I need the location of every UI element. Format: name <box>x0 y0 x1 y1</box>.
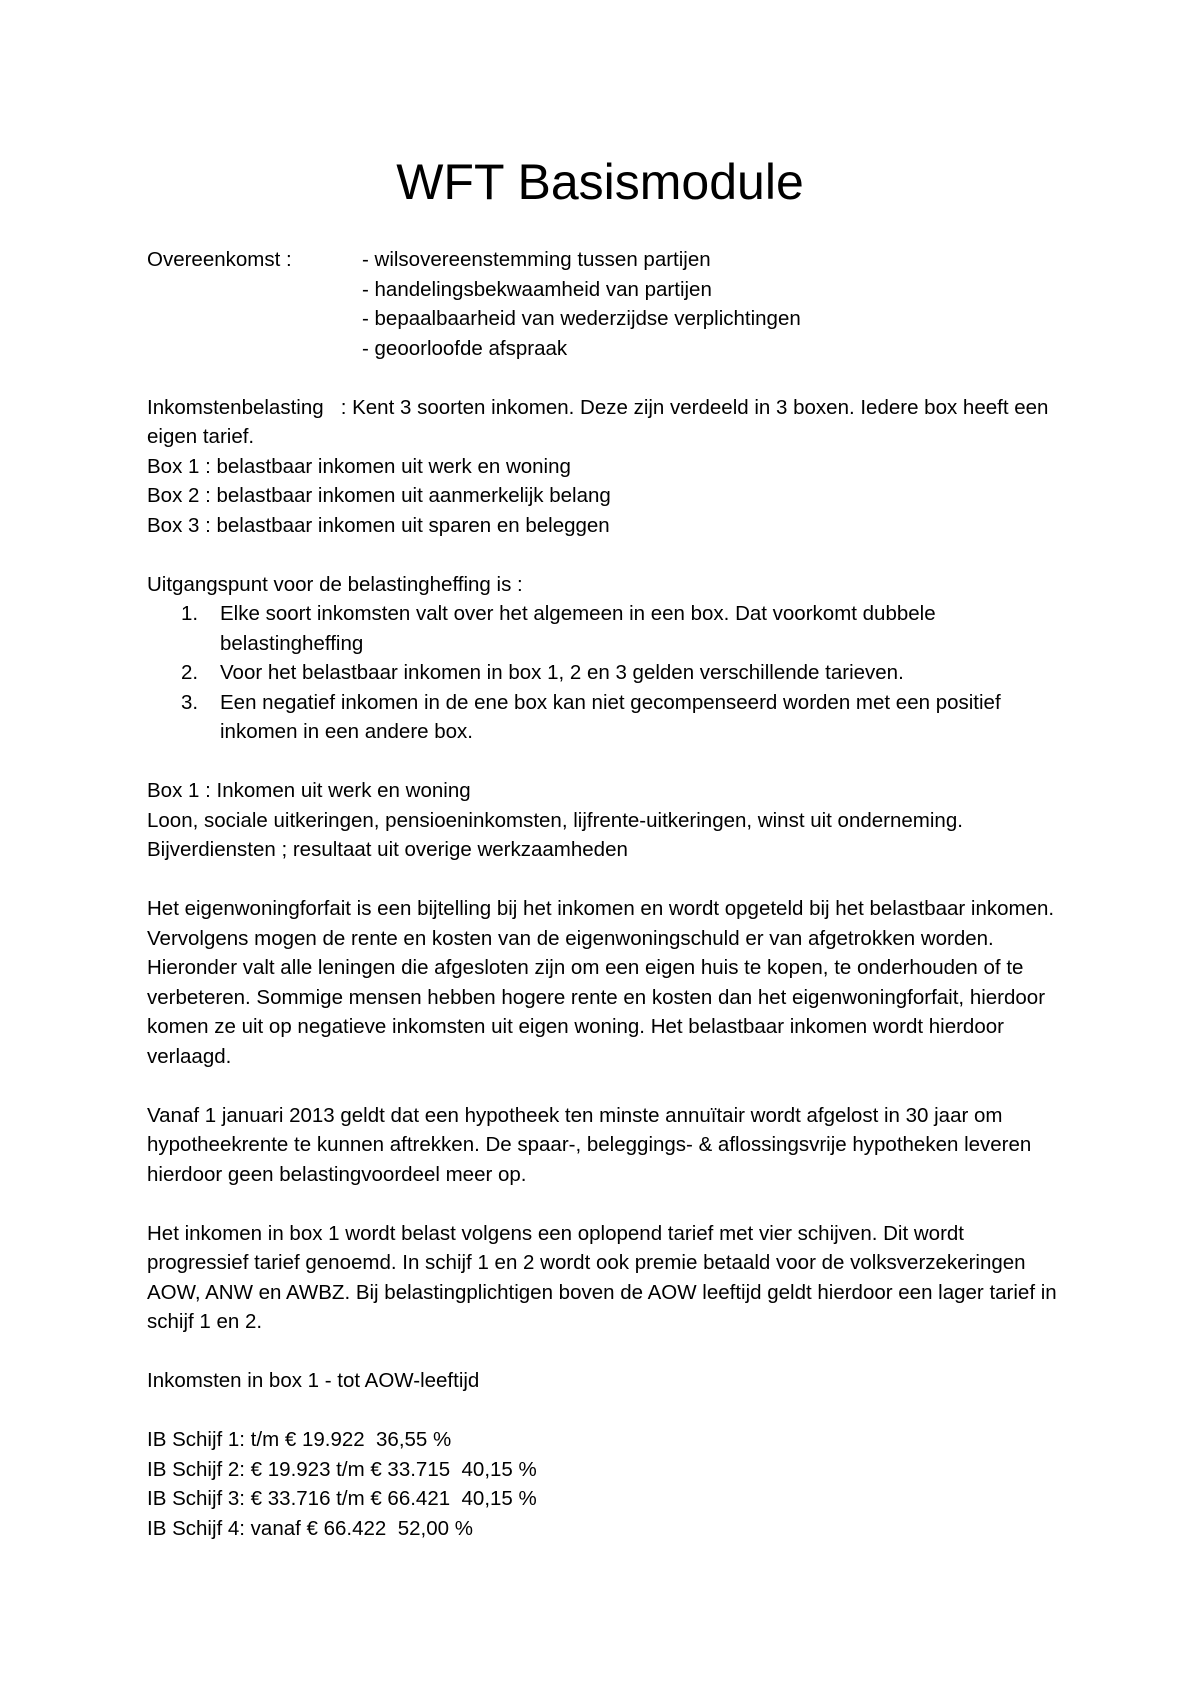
uitgangspunt-list <box>147 599 1067 747</box>
schijf-row: IB Schijf 4: vanaf € 66.422 52,00 % <box>147 1516 473 1540</box>
list-item: - bepaalbaarheid van wederzijdse verplichtingen <box>362 307 801 330</box>
schijf-row: IB Schijf 2: € 19.923 t/m € 33.715 40,15 % <box>147 1457 537 1481</box>
list-item: - wilsovereenstemming tussen partijen <box>362 248 711 271</box>
box-line: Box 2 : belastbaar inkomen uit aanmerkelijk belang <box>147 484 611 507</box>
list-number: 2. <box>181 661 199 684</box>
list-number: 1. <box>181 602 199 625</box>
list-text: Voor het belastbaar inkomen in box 1, 2 en 3 gelden verschillende tarieven. <box>220 661 904 684</box>
box-line: Box 3 : belastbaar inkomen uit sparen en beleggen <box>147 513 610 537</box>
uitgangspunt-heading: Uitgangspunt voor de belastingheffing is : <box>147 572 523 596</box>
box1-heading: Box 1 : Inkomen uit werk en woning <box>147 779 471 802</box>
tarief-paragraph: Het inkomen in box 1 wordt belast volgens een oplopend tarief met vier schijven. Dit wordt progressief tarief genoemd. In schijf 1 en 2 wordt ook premie betaald voor de volksverzekeringen AOW, ANW en AWBZ. Bij belastingplichtigen boven de AOW leeftijd geldt hierdoor een lager tarief in schijf 1 en 2. <box>147 1221 1057 1333</box>
hypotheek-paragraph: Vanaf 1 januari 2013 geldt dat een hypotheek ten minste annuïtair wordt afgelost in 30 jaar om hypotheekrente te kunnen aftrekken. De spaar-, beleggings- & aflossingsvrije hypotheken leveren hierdoor geen belastingvoordeel meer op. <box>147 1103 1032 1186</box>
schijven-heading: Inkomsten in box 1 - tot AOW-leeftijd <box>147 1369 480 1392</box>
overeenkomst-list <box>362 245 1067 363</box>
list-text: Een negatief inkomen in de ene box kan niet gecompenseerd worden met een positief inkomen in een andere box. <box>220 690 1001 743</box>
list-item: - handelingsbekwaamheid van partijen <box>362 277 712 301</box>
page-title: WFT Basismodule <box>396 154 804 210</box>
document-body <box>147 245 1067 1543</box>
list-text: Elke soort inkomsten valt over het algemeen in een box. Dat voorkomt dubbele belastingheffing <box>220 602 936 655</box>
schijf-row: IB Schijf 1: t/m € 19.922 36,55 % <box>147 1428 452 1451</box>
overeenkomst-label: Overeenkomst : <box>147 248 292 271</box>
list-number: 3. <box>181 690 199 714</box>
eigenwoning-paragraph: Het eigenwoningforfait is een bijtelling bij het inkomen en wordt opgeteld bij het belastbaar inkomen. Vervolgens mogen de rente en kosten van de eigenwoningschuld er van afgetrokken worden. Hieronder valt alle leningen die afgesloten zijn om een eigen huis te kopen, te onderhouden of te verbeteren. Sommige mensen hebben hogere rente en kosten dan het eigenwoningforfait, hierdoor komen ze uit op negatieve inkomsten uit eigen woning. Het belastbaar inkomen wordt hierdoor verlaagd. <box>147 897 1055 1068</box>
box1-text: Loon, sociale uitkeringen, pensioeninkomsten, lijfrente-uitkeringen, winst uit onderneming. Bijverdiensten ; resultaat uit overige werkzaamheden <box>147 808 963 861</box>
schijf-row: IB Schijf 3: € 33.716 t/m € 66.421 40,15 % <box>147 1487 537 1510</box>
list-item <box>147 599 1067 658</box>
list-item <box>147 688 1067 747</box>
overeenkomst-section <box>147 245 1067 363</box>
box-line: Box 1 : belastbaar inkomen uit werk en woning <box>147 454 571 478</box>
list-item: - geoorloofde afspraak <box>362 336 568 360</box>
list-item <box>147 658 1067 688</box>
inkomstenbelasting-intro: Inkomstenbelasting : Kent 3 soorten inkomen. Deze zijn verdeeld in 3 boxen. Iedere box heeft een eigen tarief. <box>147 395 1055 448</box>
